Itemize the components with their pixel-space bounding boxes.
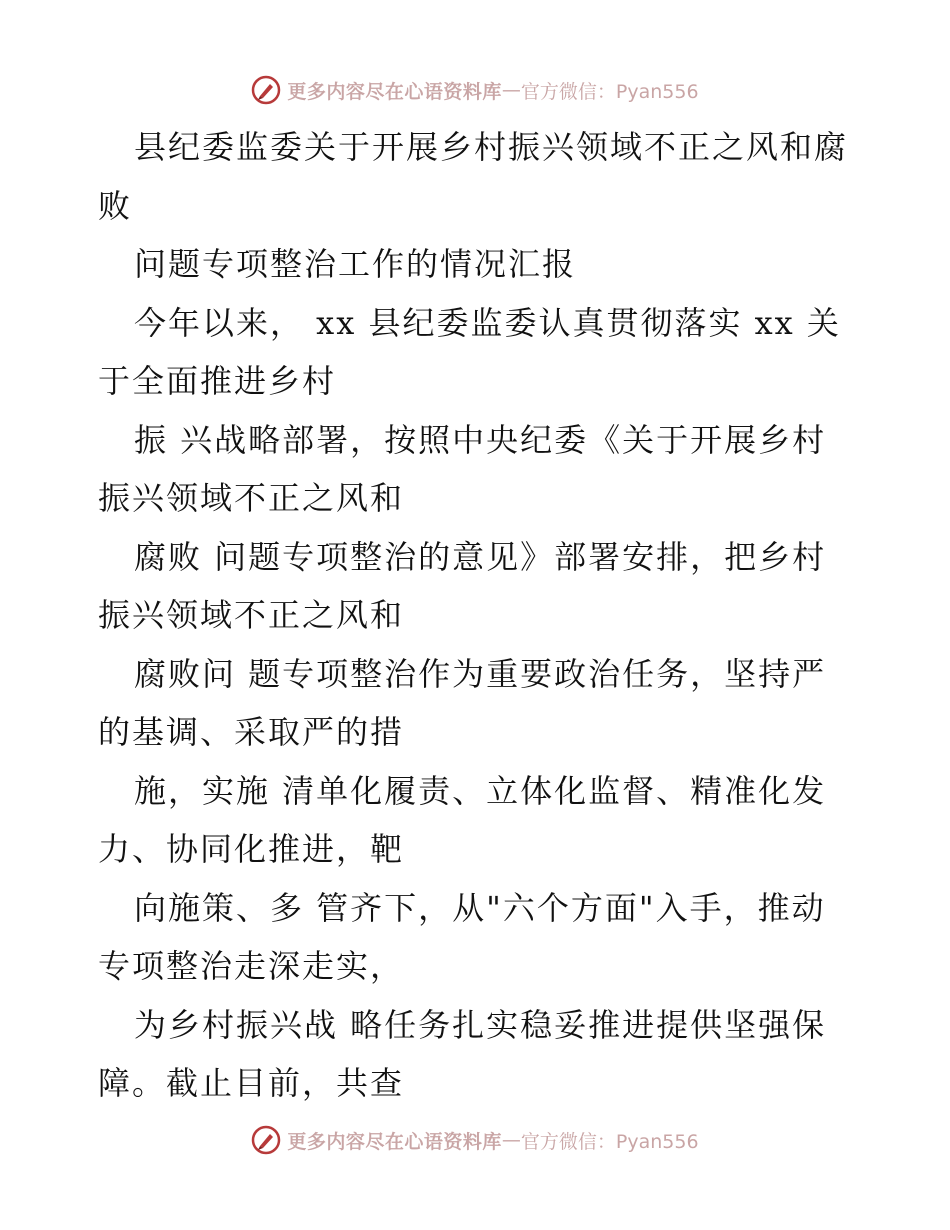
footer-banner: [0, 1120, 950, 1160]
document-line: 振兴领域不正之风和: [98, 596, 405, 634]
document-line: 振兴领域不正之风和: [98, 479, 405, 517]
pen-logo-icon: [251, 75, 281, 105]
banner-separator: —: [501, 1129, 521, 1151]
document-line: 的基调、采取严的措: [98, 713, 405, 751]
document-line: 专项整治走深走实，: [98, 947, 405, 985]
document-line: 今年以来， xx 县纪委监委认真贯彻落实 xx 关: [134, 303, 841, 342]
banner-separator: —: [501, 79, 521, 101]
document-line: 振 兴战略部署，按照中央纪委《关于开展乡村: [134, 420, 827, 459]
document-line: 败: [98, 186, 133, 225]
document-line: 腐败 问题专项整治的意见》部署安排，把乡村: [134, 537, 827, 576]
banner-main-text: 更多内容尽在心语资料库: [287, 80, 502, 103]
header-banner: [0, 70, 950, 110]
document-line: 力、协同化推进，靶: [98, 830, 405, 868]
pen-logo-icon: [251, 1125, 281, 1155]
document-line: 县纪委监委关于开展乡村振兴领域不正之风和腐: [134, 128, 849, 166]
banner-contact-text: 官方微信：Pyan556: [520, 80, 699, 103]
document-line: 为乡村振兴战 略任务扎实稳妥推进提供坚强保: [134, 1005, 827, 1044]
document-line: 施，实施 清单化履责、立体化监督、精准化发: [134, 771, 827, 810]
document-line: 问题专项整治工作的情况汇报: [134, 245, 577, 283]
document-line: 腐败问 题专项整治作为重要政治任务，坚持严: [134, 654, 827, 693]
banner-contact-text: 官方微信：Pyan556: [520, 1130, 699, 1153]
document-body: [98, 118, 858, 1113]
document-line: 障。截止目前，共查: [98, 1064, 405, 1102]
document-line: 于全面推进乡村: [98, 362, 337, 400]
document-line: 向施策、多 管齐下，从"六个方面"入手，推动: [134, 888, 826, 927]
banner-main-text: 更多内容尽在心语资料库: [287, 1130, 502, 1153]
